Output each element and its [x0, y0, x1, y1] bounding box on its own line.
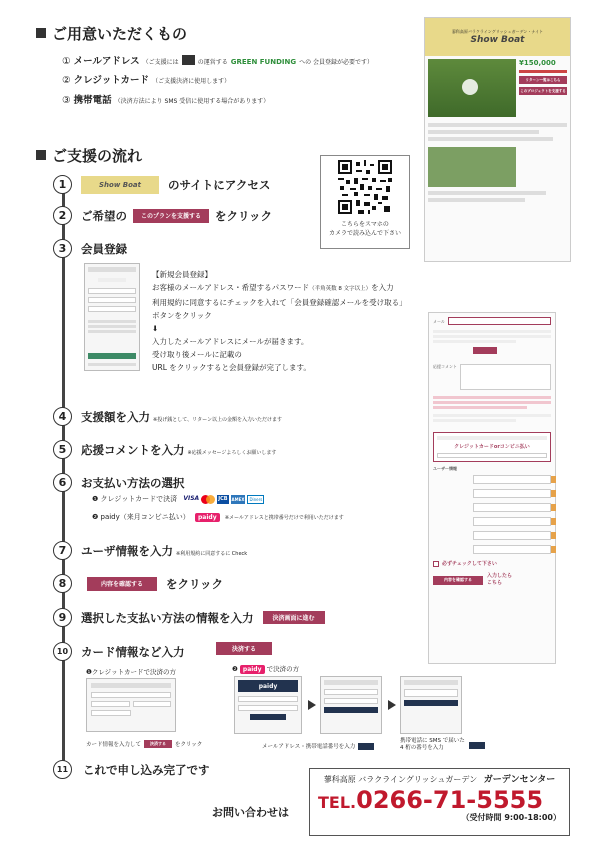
contact-box: [309, 768, 570, 836]
prep-title: ご用意いただくもの: [52, 25, 188, 43]
support-plan-button[interactable]: このプランを支援する: [133, 209, 209, 223]
need-num: ②: [62, 75, 71, 86]
note-line: 受け取り後メールに記載の: [152, 350, 242, 359]
register-screen-mock: [84, 263, 140, 371]
step-10: [53, 642, 185, 661]
need-note: （ご支援には: [142, 59, 179, 66]
step-text: お支払い方法の選択: [81, 475, 185, 490]
check-note: 必ずチェックして下さい: [442, 560, 497, 567]
jcb-icon: JCB: [218, 495, 228, 502]
note-line: 利用規約に同意するにチェックを入れて「会員登録確認メールを受け取る」: [152, 298, 407, 307]
step-number: 5: [53, 440, 72, 459]
need-card: [62, 72, 230, 86]
step-text: 応援コメントを入力: [81, 442, 185, 457]
center-name: ガーデンセンター: [483, 775, 556, 785]
need-label: クレジットカード: [73, 75, 150, 86]
form-label: メール: [433, 318, 445, 324]
need-note: （決済方法により SMS 受信に使用する場合があります）: [114, 98, 270, 105]
step-11: [53, 760, 210, 779]
caption-text: メールアドレス・携帯電話番号を入力: [262, 744, 356, 750]
mastercard-icon: [201, 495, 215, 504]
note-small: （半角英数 8 文字以上）: [309, 286, 372, 292]
paidy-caption-1: [262, 742, 374, 750]
tel-prefix: TEL.: [318, 793, 357, 812]
step-number: 2: [53, 206, 72, 225]
confirm-content-button[interactable]: 内容を確認する: [87, 577, 157, 591]
qr-code-icon: [338, 160, 392, 214]
user-fields: [433, 475, 551, 554]
step-5: [53, 440, 276, 459]
caption-text: カード情報を入力して: [86, 742, 142, 748]
step-number: 8: [53, 574, 72, 593]
paidy-caption-2: [400, 738, 485, 752]
step-text: ユーザ情報を入力: [81, 543, 173, 558]
register-note: [152, 268, 407, 374]
qr-caption: こちらをスマホの: [341, 221, 389, 228]
down-arrow-icon: ⬇: [152, 324, 159, 333]
step-number: 10: [53, 642, 72, 661]
step-text: カード情報など入力: [81, 644, 185, 659]
site-header: [425, 18, 570, 56]
amex-icon: AMEX: [231, 496, 245, 502]
option-small-note: ※メールアドレスと携帯番号だけで利用いただけます: [224, 515, 344, 521]
site-title: Show Boat: [470, 35, 525, 45]
site-map: [428, 147, 516, 187]
caption-text: をクリック: [175, 742, 203, 748]
shop-name: 蓼科高原 バラクライングリッシュガーデン: [323, 775, 478, 784]
sub-num: ❷: [232, 665, 238, 673]
site-subtitle: 蓼科高原バラクライングリッシュガーデン・ナイト: [451, 29, 544, 34]
paidy-mock-3: [400, 676, 462, 734]
step-6: [53, 473, 185, 492]
tm-logo-icon: [182, 55, 195, 65]
qr-box: [320, 155, 410, 249]
step-text: をクリック: [215, 208, 273, 223]
step-text: これで申し込み完了です: [83, 762, 210, 777]
need-num: ①: [62, 56, 71, 67]
step-small-note: ※投げ銭として、リターン以上の金額を入力いただけます: [153, 416, 282, 423]
site-return-button: リターン一覧はこちら: [519, 76, 567, 84]
paidy-mock-1: [234, 676, 302, 734]
step-2: [53, 206, 272, 225]
paidy-logo: paidy: [240, 665, 265, 674]
flow-heading: [36, 145, 142, 166]
pay-option-paidy: [92, 512, 344, 522]
website-screenshot: [424, 17, 571, 262]
form-label: 応援コメント: [433, 364, 457, 369]
site-amount: ¥150,000: [519, 59, 556, 67]
tel-number: 0266-71-5555: [356, 786, 544, 814]
card-caption: [86, 740, 202, 748]
note-line: を入力: [371, 283, 394, 292]
pay-method-label: クレジットカードorコンビニ払い: [454, 444, 530, 450]
contact-label: お問い合わせは: [212, 806, 289, 819]
form-small-button: [473, 347, 497, 354]
note-line: URL をクリックすると会員登録が完了します。: [152, 363, 311, 372]
step-number: 3: [53, 239, 72, 258]
agree-checkbox: [433, 561, 439, 567]
contact-hours: （受付時間 9:00-18:00）: [461, 813, 561, 822]
step-text: 会員登録: [81, 241, 127, 256]
need-note: （ご支援決済に使用します）: [152, 78, 231, 85]
contact-tel[interactable]: [318, 786, 561, 814]
paidy-logo: paidy: [195, 513, 220, 522]
option-label: ❷ paidy（来月コンビニ払い）: [92, 513, 190, 521]
step-3: [53, 239, 127, 258]
arrow-right-icon: [308, 700, 316, 710]
step-8: [53, 574, 223, 593]
step-4: [53, 407, 282, 426]
go-to-payment-button[interactable]: 決済画面に進む: [263, 611, 325, 624]
step-text: ご希望の: [81, 208, 127, 223]
need-num: ③: [62, 95, 71, 106]
sub-text: で決済の方: [266, 665, 300, 673]
visa-icon: VISA: [183, 494, 200, 502]
step-number: 7: [53, 541, 72, 560]
sub-heading-card: ❶クレジットカードで決済の方: [86, 668, 176, 676]
pay-button[interactable]: 決済する: [216, 642, 272, 655]
pay-option-card: [92, 494, 264, 504]
site-video: [428, 59, 516, 117]
caption-button: 決済する: [144, 740, 172, 748]
arrow-right-icon: [388, 700, 396, 710]
step-9: [53, 608, 325, 627]
step-small-note: ※応援メッセージよろしくお願いします: [187, 449, 277, 456]
step-number: 1: [53, 175, 72, 194]
need-phone: [62, 92, 269, 106]
next-button-icon: [469, 742, 485, 749]
need-email: [62, 53, 373, 67]
card-brands: [183, 495, 264, 504]
need-note: の運営する: [197, 59, 228, 66]
step-small-note: ※利用規約に同意するに Check: [176, 550, 248, 557]
note-line: 【新規会員登録】: [152, 270, 212, 279]
qr-caption: カメラで読み込んで下さい: [328, 230, 401, 237]
form-section-title: ユーザー情報: [433, 466, 457, 471]
step-1: [53, 175, 270, 194]
step-text: をクリック: [166, 576, 224, 591]
option-label: ❶ クレジットカードで決済: [92, 495, 178, 503]
need-label: メールアドレス: [73, 56, 140, 67]
paidy-mock-2: [320, 676, 382, 734]
showboat-logo[interactable]: Show Boat: [81, 176, 159, 194]
flow-title: ご支援の流れ: [52, 147, 143, 165]
confirm-note: 入力したら こちら: [487, 573, 513, 586]
next-button-icon: [358, 743, 374, 750]
step-7: [53, 541, 247, 560]
need-label: 携帯電話: [73, 95, 112, 106]
step-number: 11: [53, 760, 72, 779]
need-note: への 会員登録が必要です）: [299, 59, 374, 66]
pay-method-box: [433, 432, 551, 462]
site-support-button: このプロジェクトを支援する: [519, 87, 567, 95]
prep-heading: [36, 23, 187, 44]
step-number: 6: [53, 473, 72, 492]
sub-heading-paidy: [232, 664, 299, 674]
green-funding-logo: GREEN FUNDING: [230, 58, 297, 66]
card-form-mock: [86, 678, 176, 732]
caption-text: 携帯電話に SMS で届いた: [400, 738, 465, 744]
step-text: 支援額を入力: [81, 409, 150, 424]
note-line: ボタンをクリック: [152, 311, 212, 320]
step-number: 4: [53, 407, 72, 426]
form-screenshot: [428, 312, 556, 664]
form-confirm-button: 内容を確認する: [433, 576, 483, 585]
step-number: 9: [53, 608, 72, 627]
caption-text: 4 桁の番号を入力: [400, 745, 444, 751]
step-text: 選択した支払い方法の情報を入力: [81, 610, 254, 625]
diners-icon: Diners: [249, 496, 263, 502]
paidy-logo: paidy: [258, 682, 278, 690]
note-line: 入力したメールアドレスにメールが届きます。: [152, 337, 309, 346]
note-line: お客様のメールアドレス・希望するパスワード: [152, 283, 310, 292]
step-text: のサイトにアクセス: [168, 177, 271, 192]
